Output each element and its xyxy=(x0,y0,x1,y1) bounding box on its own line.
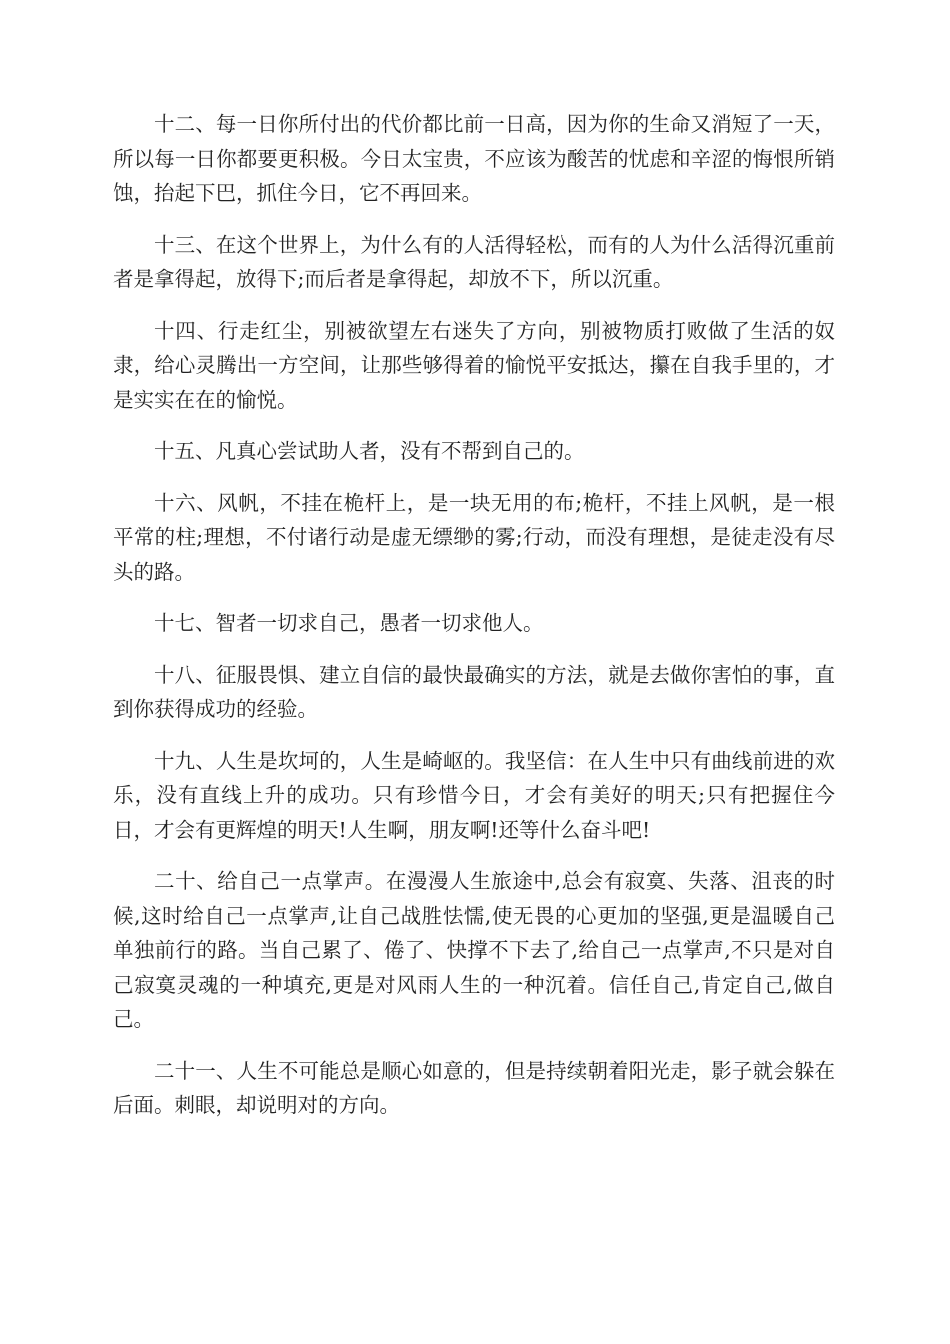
paragraph-13: 十三、在这个世界上，为什么有的人活得轻松，而有的人为什么活得沉重前者是拿得起，放得下;而后者是拿得起，却放不下，所以沉重。 xyxy=(113,232,835,291)
paragraph-21: 二十一、人生不可能总是顺心如意的，但是持续朝着阳光走，影子就会躲在后面。刺眼，却说明对的方向。 xyxy=(113,1058,835,1117)
paragraph-12: 十二、每一日你所付出的代价都比前一日高，因为你的生命又消短了一天，所以每一日你都要更积极。今日太宝贵，不应该为酸苦的忧虑和辛涩的悔恨所销蚀，抬起下巴，抓住今日，它不再回来。 xyxy=(113,112,835,205)
paragraph-18: 十八、征服畏惧、建立自信的最快最确实的方法，就是去做你害怕的事，直到你获得成功的经验。 xyxy=(113,662,835,721)
paragraph-16: 十六、风帆，不挂在桅杆上，是一块无用的布;桅杆，不挂上风帆，是一根平常的柱;理想，不付诸行动是虚无缥缈的雾;行动，而没有理想，是徒走没有尽头的路。 xyxy=(113,490,835,584)
paragraph-19: 十九、人生是坎坷的，人生是崎岖的。我坚信：在人生中只有曲线前进的欢乐，没有直线上升的成功。只有珍惜今日，才会有美好的明天;只有把握住今日，才会有更辉煌的明天!人生啊，朋友啊!还等什么奋斗吧! xyxy=(113,748,835,842)
document-page xyxy=(113,107,835,1140)
paragraph-17: 十七、智者一切求自己，愚者一切求他人。 xyxy=(154,611,544,635)
paragraph-20: 二十、给自己一点掌声。在漫漫人生旅途中,总会有寂寞、失落、沮丧的时候,这时给自己一点掌声,让自己战胜怯懦,使无畏的心更加的坚强,更是温暖自己单独前行的路。当自己累了、倦了、快撑不下去了,给自己一点掌声,不只是对自己寂寞灵魂的一种填充,更是对风雨人生的一种沉着。信任自己,肯定自己,做自己。 xyxy=(113,869,835,1031)
paragraph-14: 十四、行走红尘，别被欲望左右迷失了方向，别被物质打败做了生活的奴隶，给心灵腾出一方空间，让那些够得着的愉悦平安抵达，攥在自我手里的，才是实实在在的愉悦。 xyxy=(113,318,835,412)
paragraph-15: 十五、凡真心尝试助人者，没有不帮到自己的。 xyxy=(154,439,585,463)
